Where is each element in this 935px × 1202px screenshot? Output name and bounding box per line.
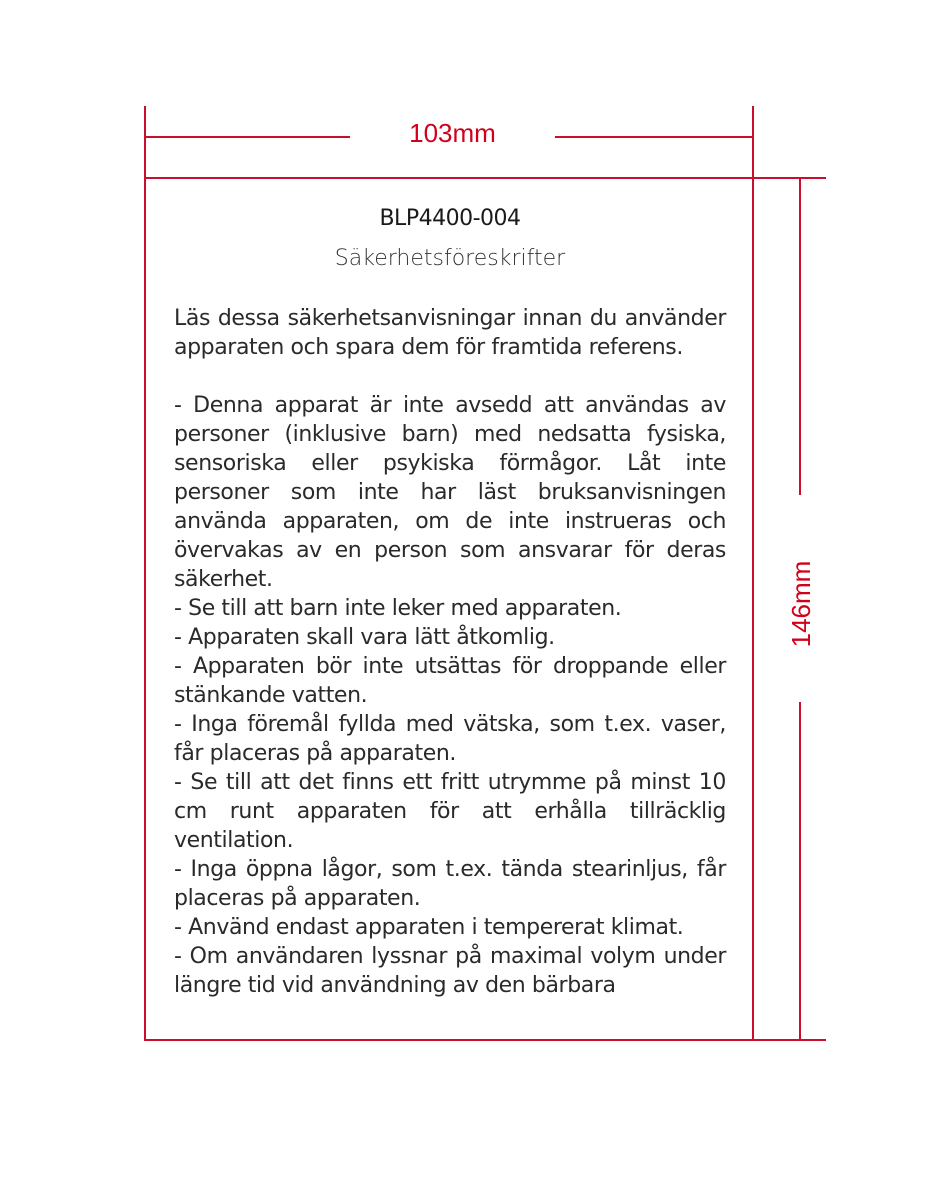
- safety-item: - Apparaten skall vara lätt åtkomlig.: [174, 625, 555, 650]
- width-dimension-line-right: [555, 136, 752, 138]
- safety-item: - Apparaten bör inte utsättas för droppande eller stänkande vatten.: [174, 654, 726, 708]
- frame-left-line: [144, 106, 146, 1040]
- frame-top-line: [144, 177, 826, 179]
- document-title: Säkerhetsföreskrifter: [334, 246, 566, 271]
- height-dimension-line-bottom: [799, 702, 801, 1040]
- height-dimension-line-top: [799, 177, 801, 495]
- safety-item: - Denna apparat är inte avsedd att användas av personer (inklusive barn) med nedsatta fysiska, sensoriska eller psykiska förmågor. Låt inte personer som inte har läst bruksanvisningen använda apparaten, om de inte instrueras och övervakas av en person som ansvarar för deras säkerhet.: [174, 393, 726, 592]
- safety-item: - Inga föremål fyllda med vätska, som t.ex. vaser, får placeras på apparaten.: [174, 712, 726, 766]
- width-dimension-label: 103mm: [409, 118, 496, 148]
- safety-item: - Om användaren lyssnar på maximal volym under längre tid vid användning av den bärbara: [174, 944, 726, 998]
- safety-item: - Inga öppna lågor, som t.ex. tända stearinljus, får placeras på apparaten.: [174, 857, 726, 911]
- safety-item: - Se till att barn inte leker med apparaten.: [174, 596, 622, 621]
- height-dimension-label: 146mm: [786, 560, 816, 648]
- width-dimension-line-left: [144, 136, 350, 138]
- document-body: [174, 304, 726, 1000]
- frame-bottom-line: [144, 1039, 826, 1041]
- safety-item: - Se till att det finns ett fritt utrymme på minst 10 cm runt apparaten för att erhålla tillräcklig ventilation.: [174, 770, 726, 853]
- frame-right-line: [752, 106, 754, 1040]
- document-code: BLP4400-004: [379, 206, 521, 231]
- intro-paragraph: Läs dessa säkerhetsanvisningar innan du använder apparaten och spara dem för framtida referens.: [174, 306, 726, 360]
- safety-item: - Använd endast apparaten i tempererat klimat.: [174, 915, 684, 940]
